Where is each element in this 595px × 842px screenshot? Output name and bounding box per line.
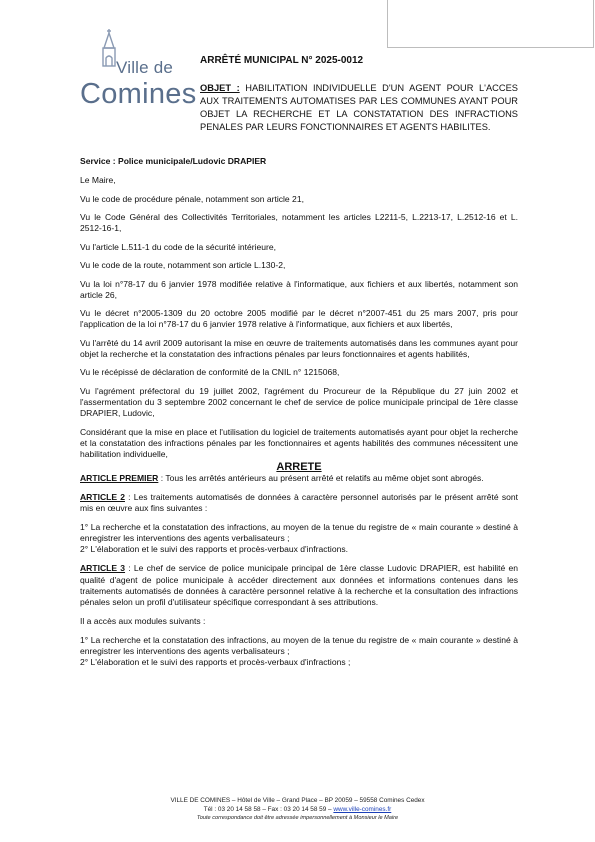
vu-paragraph-9: Vu l'agrément préfectoral du 19 juillet 2002, l'agrément du Procureur de la République du 27 juin 2002 et l'assermentation du 3 septembre 2002 concernant le chef de service de police municipale principal de 1ère classe DRAPIER, Ludovic, xyxy=(80,385,518,419)
article-2-item-1: 1° La recherche et la constatation des infractions, au moyen de la tenue du registre de « main courante » destiné à enregistrer les interventions des agents verbalisateurs ; xyxy=(80,522,518,544)
footer-note: Toute correspondance doit être adressée impersonnellement à Monsieur le Maire xyxy=(196,815,399,822)
article-1-label: ARTICLE PREMIER xyxy=(80,472,159,483)
vu-paragraph-1: Vu le code de procédure pénale, notamment son article 21, xyxy=(80,193,304,204)
logo-line-2: Comines xyxy=(80,78,197,110)
article-1 xyxy=(80,473,518,484)
footer-phone-fax: Tél : 03 20 14 58 58 – Fax : 03 20 14 58 59 – xyxy=(203,805,334,813)
footer-website-link[interactable]: www.ville-comines.fr xyxy=(333,805,392,813)
vu-paragraph-8: Vu le récépissé de déclaration de conformité de la CNIL n° 1215068, xyxy=(80,367,340,378)
maire-line: Le Maire, xyxy=(80,175,116,186)
article-3 xyxy=(80,563,518,607)
page-footer xyxy=(0,797,595,823)
module-item-2: 2° L'élaboration et le suivi des rapports et procès-verbaux d'infractions ; xyxy=(80,657,351,668)
modules-line: Il a accès aux modules suivants : xyxy=(80,615,206,626)
article-2-text: : Les traitements automatisés de données à caractère personnel autorisés par le présent arrêté sont mis en œuvre aux fins suivantes : xyxy=(80,491,518,514)
document-title: ARRÊTÉ MUNICIPAL N° 2025-0012 xyxy=(200,55,364,66)
module-item-1: 1° La recherche et la constatation des infractions, au moyen de la tenue du registre de « main courante » destiné à enregistrer les interventions des agents verbalisateurs ; xyxy=(80,634,518,656)
vu-paragraph-2: Vu le Code Général des Collectivités Territoriales, notamment les articles L2211-5, L.2213-17, L.2512-16 et L. 2512-16-1, xyxy=(80,212,518,234)
objet-label: OBJET : xyxy=(200,83,240,93)
comines-logo xyxy=(76,28,200,112)
vu-paragraph-3: Vu l'article L.511-1 du code de la sécurité intérieure, xyxy=(80,241,276,252)
article-2-label: ARTICLE 2 xyxy=(80,491,125,502)
article-3-label: ARTICLE 3 xyxy=(80,563,126,574)
service-line: Service : Police municipale/Ludovic DRAPIER xyxy=(80,156,267,166)
footer-address: VILLE DE COMINES – Hôtel de Ville – Grand Place – BP 20059 – 59558 Comines Cedex xyxy=(170,797,425,804)
registration-stamp-box xyxy=(387,0,594,48)
vu-paragraph-6: Vu le décret n°2005-1309 du 20 octobre 2005 modifié par le décret n°2007-451 du 25 mars 2007, pris pour l'application de la loi n°78-17 du 6 janvier 1978 relative à l'informatique, aux fichiers et aux libertés, xyxy=(80,308,518,330)
arrete-heading: ARRETE xyxy=(276,460,322,473)
objet-block xyxy=(200,82,518,134)
article-3-text: : Le chef de service de police municipale principal de 1ère classe Ludovic DRAPIER, est habilité en qualité d'agent de police municipale à accéder directement aux données et informations contenues dans les traitements automatisés de données à caractère personnel relative à la recherche et la consultation des infractions pénales selon un profil d'utilisateur spécifique correspondant à ses attributions. xyxy=(80,563,518,607)
document-body xyxy=(80,156,518,668)
article-2-item-2: 2° L'élaboration et le suivi des rapports et procès-verbaux d'infractions. xyxy=(80,544,348,555)
logo-line-1: Ville de xyxy=(116,58,174,77)
article-2 xyxy=(80,492,518,514)
vu-paragraph-5: Vu la loi n°78-17 du 6 janvier 1978 modifiée relative à l'informatique, aux fichiers et aux libertés, notamment son article 26, xyxy=(80,278,518,300)
footer-contact xyxy=(0,806,595,815)
vu-paragraph-7: Vu l'arrêté du 14 avril 2009 autorisant la mise en œuvre de traitements automatisés dans les communes ayant pour objet la recherche et la constatation des infractions pénales par leurs fonctionnaires et agents habilités, xyxy=(80,337,518,359)
considerant-paragraph: Considérant que la mise en place et l'utilisation du logiciel de traitements automatisés ayant pour objet la recherche et la constatation des infractions pénales par les fonctionnaires et agents habilités des communes nécessitent une habilitation individuelle, xyxy=(80,426,518,459)
article-1-text: : Tous les arrêtés antérieurs au présent arrêté et relatifs au même objet sont abrogés. xyxy=(158,472,484,483)
vu-paragraph-4: Vu le code de la route, notamment son article L.130-2, xyxy=(80,260,286,271)
objet-text: HABILITATION INDIVIDUELLE D'UN AGENT POUR L'ACCES AUX TRAITEMENTS AUTOMATISES PAR LES COMMUNES AYANT POUR OBJET LA RECHERCHE ET LA CONSTATATION DES INFRACTIONS PENALES PAR LEURS FONCTIONNAIRES ET AGENTS HABILITES. xyxy=(200,83,518,132)
